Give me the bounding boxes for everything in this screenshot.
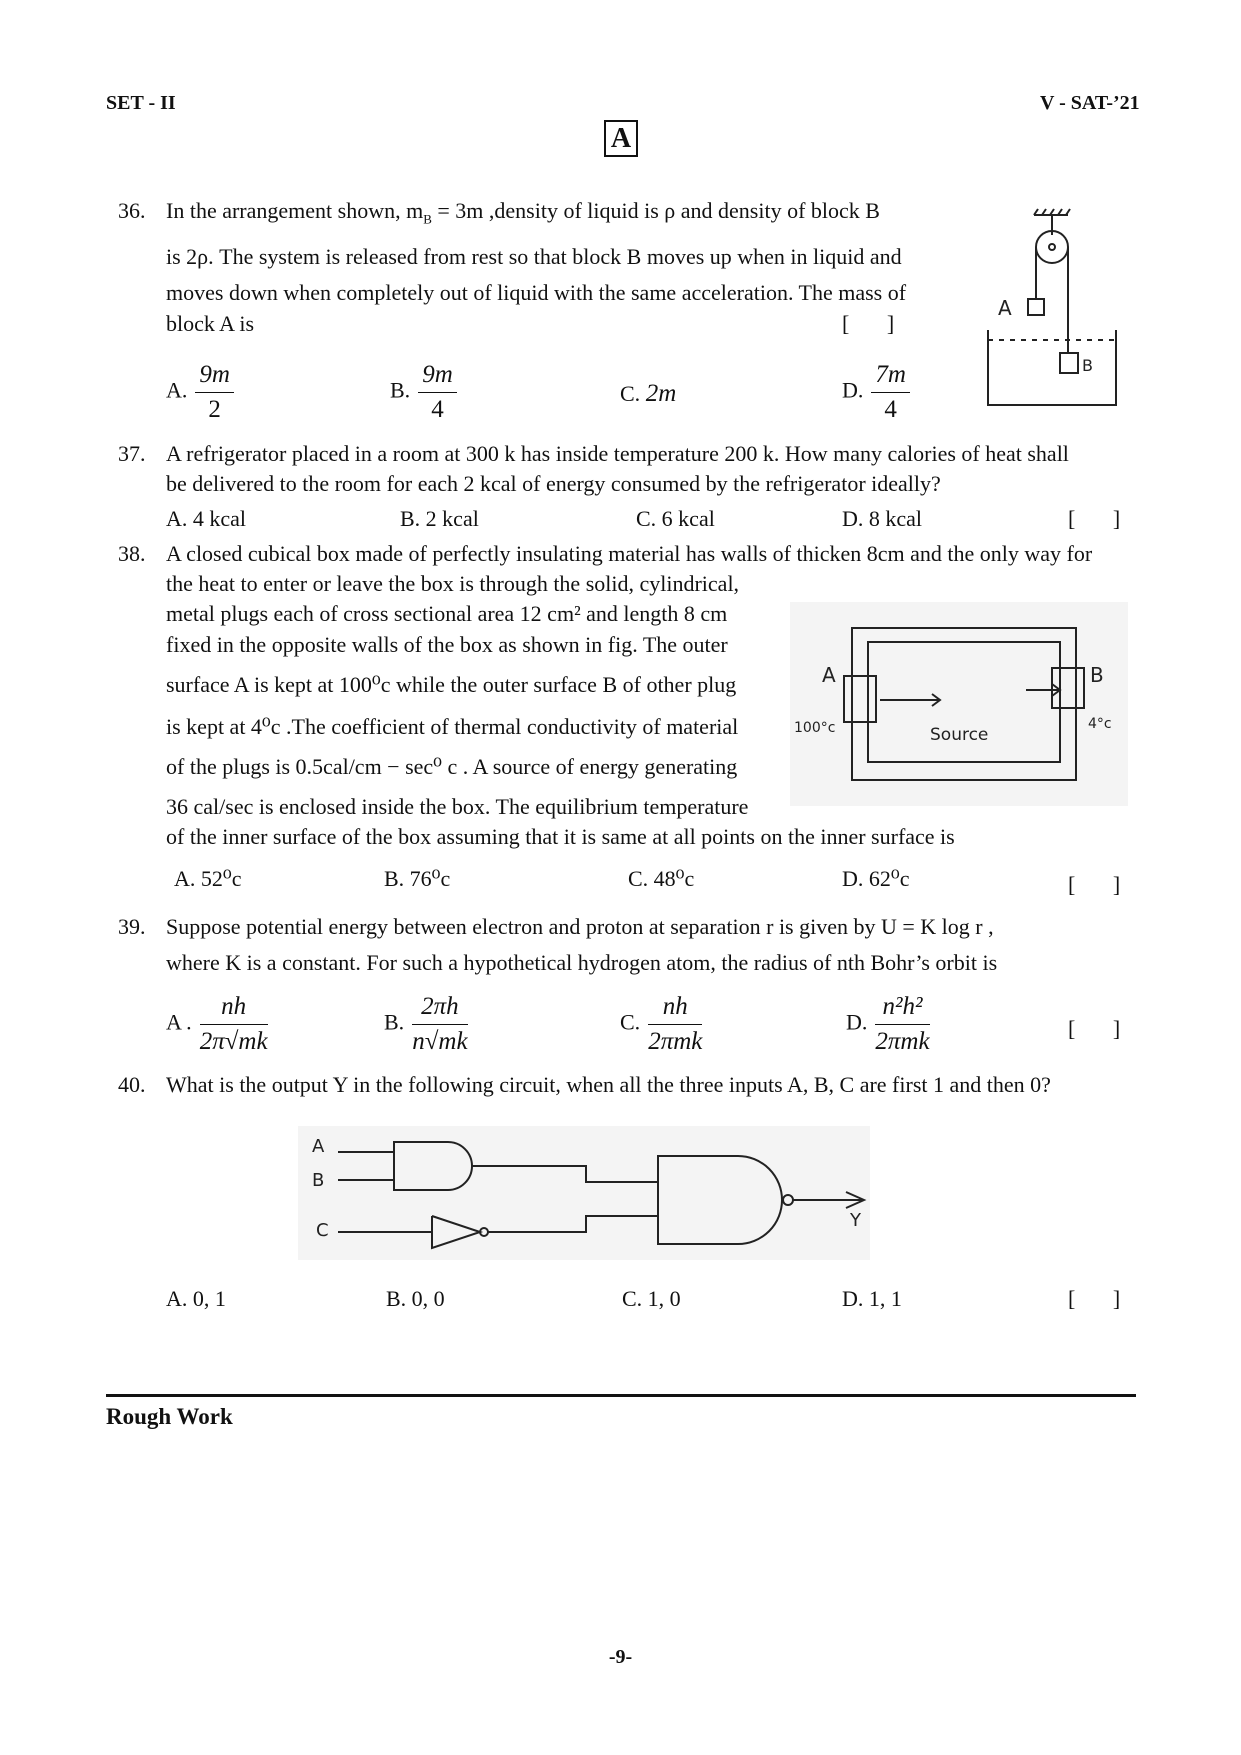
input-c-label: C: [316, 1220, 329, 1241]
page-number: -9-: [608, 1646, 633, 1668]
option-a[interactable]: A. 0, 1: [166, 1286, 226, 1311]
divider: [106, 1394, 1136, 1397]
question-line: Suppose potential energy between electron and proton at separation r is given by U = K log r ,: [166, 914, 994, 939]
question-line: is kept at 4⁰c .The coefficient of thermal conductivity of material: [166, 714, 739, 739]
input-b-label: B: [312, 1170, 325, 1191]
rough-work-heading: Rough Work: [106, 1404, 233, 1429]
option-c[interactable]: C. 48⁰c: [628, 866, 695, 891]
surface-a-label: A: [822, 663, 836, 687]
answer-bracket[interactable]: [ ]: [1068, 1016, 1137, 1041]
option-d[interactable]: D. $\frac{7m}{4}$: [842, 358, 910, 427]
answer-bracket[interactable]: [ ]: [1068, 506, 1137, 531]
question-line: block A is: [166, 311, 255, 336]
option-c[interactable]: C. 2m: [620, 380, 677, 407]
question-line: of the plugs is 0.5cal/cm − sec⁰ c . A source of energy generating: [166, 754, 738, 779]
question-line: What is the output Y in the following circuit, when all the three inputs A, B, C are first 1 and then 0?: [166, 1072, 1051, 1097]
box-figure: [790, 602, 1128, 806]
option-a[interactable]: A . $\frac{nh}{2\pi√mk}$: [166, 990, 268, 1059]
set-label: SET - II: [106, 92, 176, 114]
question-line: fixed in the opposite walls of the box as shown in fig. The outer: [166, 632, 728, 657]
source-label: Source: [930, 725, 989, 745]
question-line: of the inner surface of the box assuming that it is same at all points on the inner surface is: [166, 824, 955, 849]
option-b[interactable]: B. 76⁰c: [384, 866, 451, 891]
option-a[interactable]: A. 52⁰c: [174, 866, 242, 891]
option-b[interactable]: B. 0, 0: [386, 1286, 445, 1311]
exam-code: V - SAT-’21: [1040, 92, 1140, 114]
answer-bracket[interactable]: [ ]: [842, 311, 911, 336]
pulley-figure: [966, 205, 1126, 415]
temp-a-label: 100°c: [794, 720, 836, 736]
question-line: 36 cal/sec is enclosed inside the box. The equilibrium temperature: [166, 794, 749, 819]
option-b[interactable]: B. $\frac{9m}{4}$: [390, 358, 457, 427]
question-line: the heat to enter or leave the box is through the solid, cylindrical,: [166, 571, 740, 596]
question-line: surface A is kept at 100⁰c while the outer surface B of other plug: [166, 672, 737, 697]
question-line: is 2ρ. The system is released from rest so that block B moves up when in liquid and: [166, 244, 902, 269]
question-number: 40.: [118, 1072, 146, 1097]
answer-bracket[interactable]: [ ]: [1068, 872, 1137, 897]
question-number: 37.: [118, 441, 146, 466]
output-y-label: Y: [850, 1210, 861, 1231]
question-line: where K is a constant. For such a hypothetical hydrogen atom, the radius of nth Bohr’s orbit is: [166, 950, 998, 975]
question-line: A closed cubical box made of perfectly insulating material has walls of thicken 8cm and the only way for: [166, 541, 1093, 566]
logic-circuit-figure: [298, 1126, 870, 1260]
block-a-label: A: [998, 296, 1012, 320]
question-line: moves down when completely out of liquid with the same acceleration. The mass of: [166, 280, 907, 305]
option-a[interactable]: A. $\frac{9m}{2}$: [166, 358, 234, 427]
option-a[interactable]: A. 4 kcal: [166, 506, 247, 531]
option-d[interactable]: D. 1, 1: [842, 1286, 902, 1311]
option-d[interactable]: D. 62⁰c: [842, 866, 910, 891]
option-b[interactable]: B. $\frac{2\pi h}{n√mk}$: [384, 990, 468, 1059]
temp-b-label: 4°c: [1088, 716, 1112, 732]
option-c[interactable]: C. $\frac{nh}{\text{2πmk}}$: [620, 990, 702, 1059]
option-c[interactable]: C. 1, 0: [622, 1286, 681, 1311]
question-number: 36.: [118, 198, 146, 223]
question-number: 38.: [118, 541, 146, 566]
set-code-box: A: [604, 120, 638, 157]
question-line: In the arrangement shown, $m_B = 3m$ ,density of liquid is ρ and density of block B: [166, 198, 880, 227]
question-line: be delivered to the room for each 2 kcal of energy consumed by the refrigerator ideally?: [166, 471, 941, 496]
option-d[interactable]: D. 8 kcal: [842, 506, 923, 531]
question-line: metal plugs each of cross sectional area 12 cm² and length 8 cm: [166, 601, 728, 626]
question-number: 39.: [118, 914, 146, 939]
option-d[interactable]: D. $\frac{\text{n²h²}}{\text{2πmk}}$: [846, 990, 930, 1059]
surface-b-label: B: [1090, 663, 1104, 687]
option-b[interactable]: B. 2 kcal: [400, 506, 479, 531]
question-line: A refrigerator placed in a room at 300 k has inside temperature 200 k. How many calories of heat shall: [166, 441, 1069, 466]
option-c[interactable]: C. 6 kcal: [636, 506, 715, 531]
input-a-label: A: [312, 1136, 325, 1157]
block-b-label: B: [1082, 356, 1093, 375]
answer-bracket[interactable]: [ ]: [1068, 1286, 1137, 1311]
